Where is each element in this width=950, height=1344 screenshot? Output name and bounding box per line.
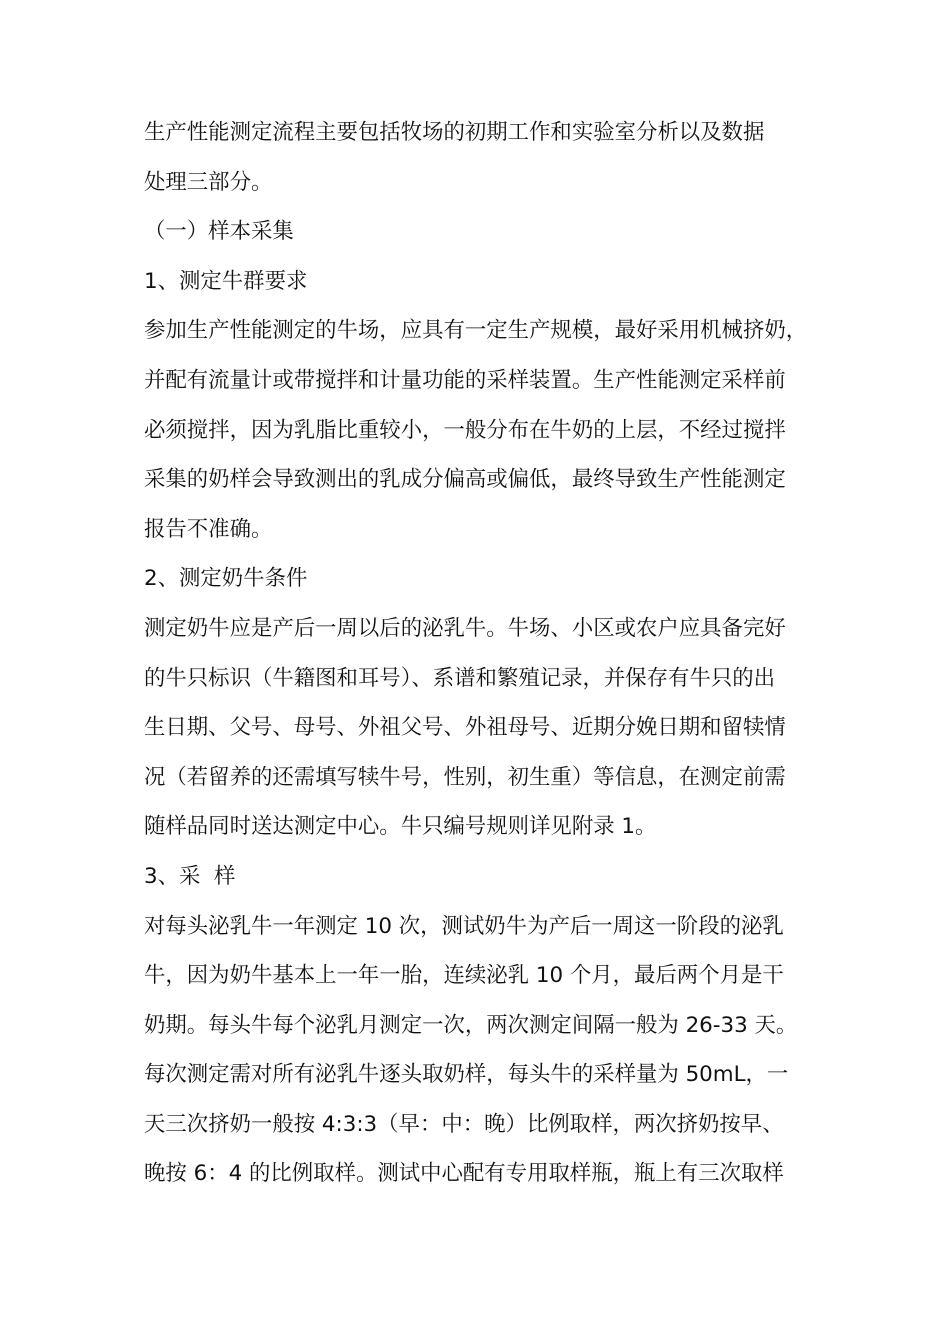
- text-line: 生日期、父号、母号、外祖父号、外祖母号、近期分娩日期和留犊情: [144, 715, 786, 741]
- subsection-heading: 2、测定奶牛条件: [144, 566, 308, 592]
- text-line: 参加生产性能测定的牛场，应具有一定生产规模，最好采用机械挤奶，: [144, 318, 808, 344]
- text-line: 况（若留养的还需填写犊牛号，性别，初生重）等信息，在测定前需: [144, 764, 786, 790]
- text-line: 对每头泌乳牛一年测定 10 次，测试奶牛为产后一周这一阶段的泌乳: [144, 913, 784, 939]
- text-line: 每次测定需对所有泌乳牛逐头取奶样，每头牛的采样量为 50mL，一: [144, 1062, 789, 1088]
- text-line: 天三次挤奶一般按 4:3:3（早：中：晚）比例取样，两次挤奶按早、: [144, 1111, 784, 1137]
- text-line: 并配有流量计或带搅拌和计量功能的采样装置。生产性能测定采样前: [144, 367, 786, 393]
- text-line: 晚按 6：4 的比例取样。测试中心配有专用取样瓶，瓶上有三次取样: [144, 1161, 784, 1187]
- body-text: [144, 108, 808, 1199]
- subsection-heading: 1、测定牛群要求: [144, 268, 308, 294]
- text-line: 生产性能测定流程主要包括牧场的初期工作和实验室分析以及数据: [144, 120, 765, 145]
- text-line: 测定奶牛应是产后一周以后的泌乳牛。牛场、小区或农户应具备完好: [144, 615, 786, 641]
- text-line: 报告不准确。: [144, 516, 273, 542]
- text-line: 的牛只标识（牛籍图和耳号）、系谱和繁殖记录，并保存有牛只的出: [144, 665, 776, 691]
- text-line: 奶期。每头牛每个泌乳月测定一次，两次测定间隔一般为 26-33 天。: [144, 1012, 798, 1038]
- text-line: 采集的奶样会导致测出的乳成分偏高或偏低，最终导致生产性能测定: [144, 467, 786, 493]
- subsection-heading: 3、采 样: [144, 863, 236, 889]
- text-line: 必须搅拌，因为乳脂比重较小，一般分布在牛奶的上层，不经过搅拌: [144, 417, 786, 443]
- section-heading: （一）样本采集: [144, 219, 294, 245]
- text-line: 牛，因为奶牛基本上一年一胎，连续泌乳 10 个月，最后两个月是干: [144, 963, 784, 989]
- text-line: 处理三部分。: [144, 169, 273, 195]
- text-line: 随样品同时送达测定中心。牛只编号规则详见附录 1。: [144, 814, 657, 840]
